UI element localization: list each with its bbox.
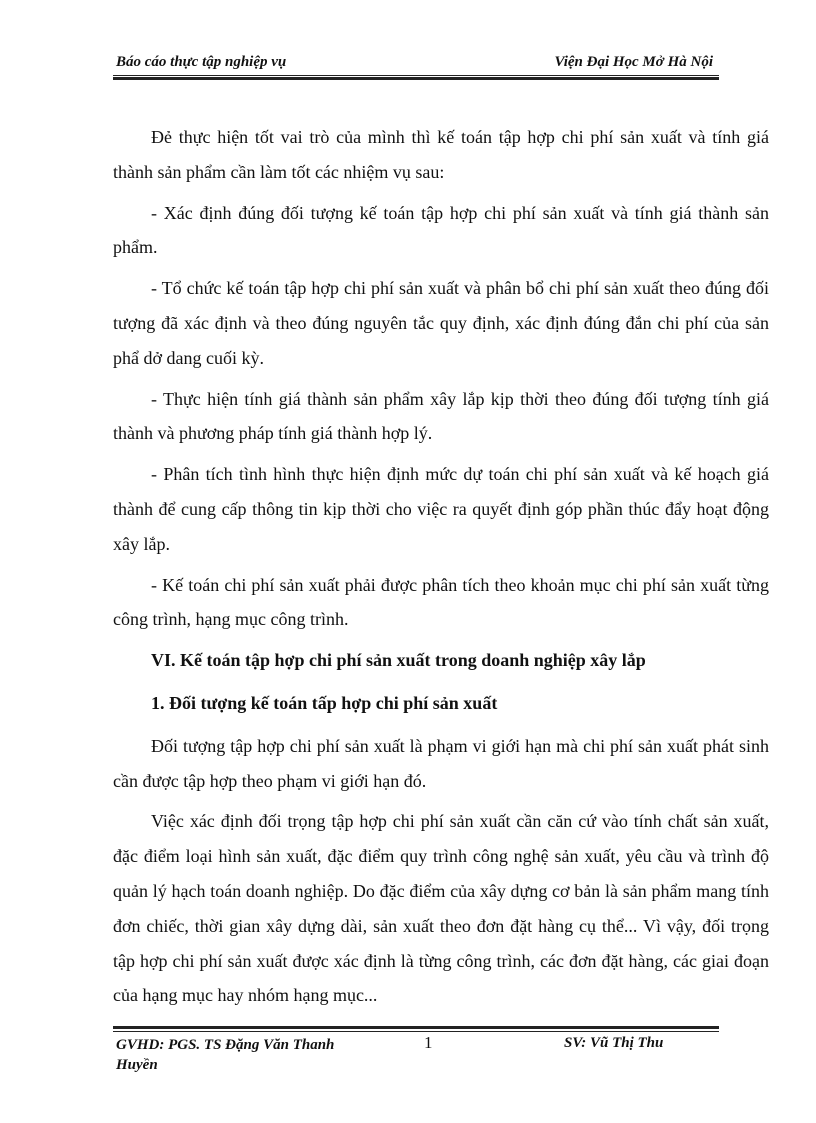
header-rule-thick	[113, 77, 719, 80]
footer-rule-thick	[113, 1026, 719, 1029]
subsection-heading: 1. Đối tượng kế toán tấp hợp chi phí sản xuất	[151, 692, 498, 713]
footer-rule-thin	[113, 1031, 719, 1032]
paragraph: - Thực hiện tính giá thành sản phẩm xây lắp kịp thời theo đúng đối tượng tính giá thành và phương pháp tính giá thành hợp lý.	[113, 388, 769, 444]
section-heading: VI. Kế toán tập hợp chi phí sản xuất trong doanh nghiệp xây lắp	[151, 650, 646, 671]
header-rule-thin	[113, 75, 719, 76]
paragraph: Đối tượng tập hợp chi phí sản xuất là phạm vi giới hạn mà chi phí sản xuất phát sinh cần được tập hợp theo phạm vi giới hạn đó.	[113, 735, 769, 791]
footer-advisor: GVHD: PGS. TS Đặng Văn Thanh Huyền	[116, 1037, 335, 1073]
document-body	[113, 120, 769, 1019]
paragraph: Đẻ thực hiện tốt vai trò của mình thì kế toán tập hợp chi phí sản xuất và tính giá thành sản phẩm cần làm tốt các nhiệm vụ sau:	[113, 127, 769, 182]
paragraph: - Tổ chức kế toán tập hợp chi phí sản xuất và phân bổ chi phí sản xuất theo đúng đối tượng đã xác định và theo đúng nguyên tắc quy định, xác định đúng đắn chi phí của sản phẩ dở dang cuối kỳ.	[113, 278, 769, 368]
header-institution: Viện Đại Học Mở Hà Nội	[554, 54, 713, 70]
footer-student: SV: Vũ Thị Thu	[564, 1035, 664, 1051]
page-number: 1	[424, 1033, 433, 1052]
header-report-title: Báo cáo thực tập nghiệp vụ	[116, 54, 287, 70]
paragraph: - Xác định đúng đối tượng kế toán tập hợp chi phí sản xuất và tính giá thành sản phẩm.	[113, 202, 769, 258]
paragraph: Việc xác định đối trọng tập hợp chi phí sản xuất cần căn cứ vào tính chất sản xuất, đặc điểm loại hình sản xuất, đặc điểm quy trình công nghệ sản xuất, yêu cầu và trình độ quản lý hạch toán doanh nghiệp. Do đặc điểm của xây dựng cơ bản là sản phẩm mang tính đơn chiếc, thời gian xây dựng dài, sản xuất theo đơn đặt hàng cụ thể... Vì vậy, đối trọng tập hợp chi phí sản xuất được xác định là từng công trình, các đơn đặt hàng, các giai đoạn của hạng mục hay nhóm hạng mục...	[113, 811, 769, 1006]
paragraph: - Kế toán chi phí sản xuất phải được phân tích theo khoản mục chi phí sản xuất từng công trình, hạng mục công trình.	[113, 574, 769, 630]
paragraph: - Phân tích tình hình thực hiện định mức dự toán chi phí sản xuất và kế hoạch giá thành để cung cấp thông tin kịp thời cho việc ra quyết định góp phần thúc đẩy hoạt động xây lắp.	[113, 464, 769, 554]
